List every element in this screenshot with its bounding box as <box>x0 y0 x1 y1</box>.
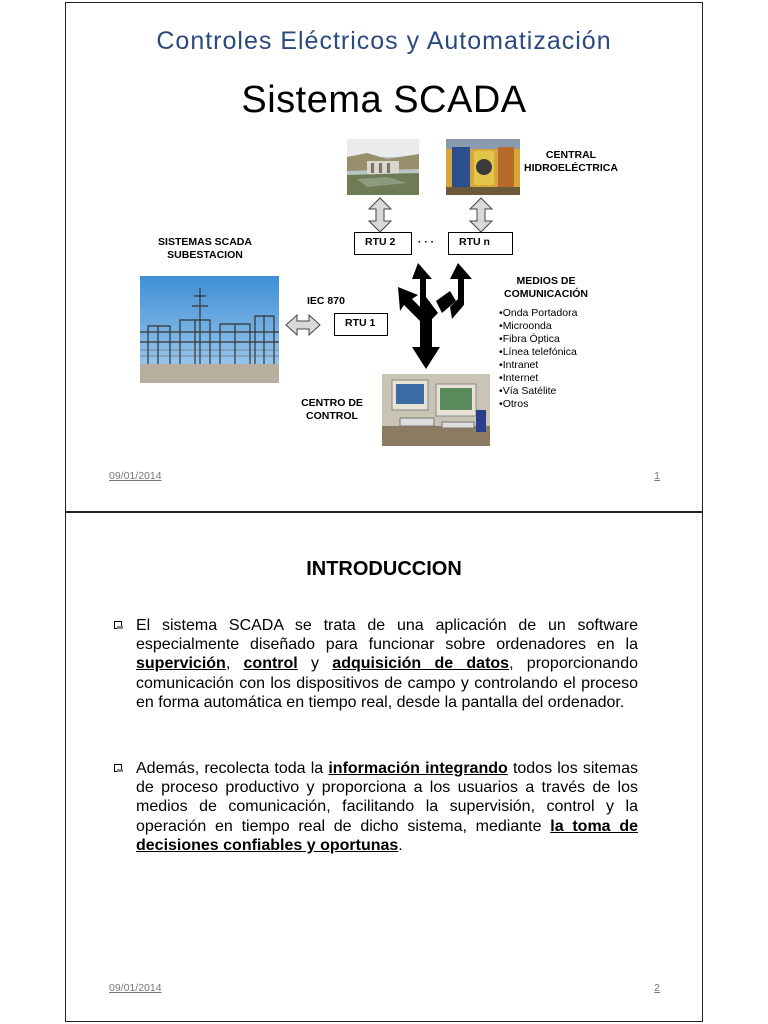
slide-title: Sistema SCADA <box>241 79 527 121</box>
footer-date: 09/01/2014 <box>109 470 162 482</box>
communication-arrows-icon <box>396 261 476 371</box>
central-label: CENTRAL HIDROELÉCTRICA <box>524 149 618 174</box>
page-number: 2 <box>654 982 660 994</box>
rtu-1-box: RTU 1 <box>334 313 388 336</box>
rtu-dots: · · · <box>417 236 435 248</box>
double-arrow-vertical-icon <box>367 197 393 233</box>
media-item: • Fibra Óptica <box>499 333 577 346</box>
paragraph-1: El sistema SCADA se trata de una aplicación de un software especialmente diseñado para funcionar sobre ordenadores en la supervición, control y adquisición de datos, proporcionando comunicación con los dispositivos de campo y controlando el proceso en forma automática en tiempo real, desde la pantalla del ordenador. <box>136 616 638 712</box>
checkbox-bullet-icon <box>114 764 122 772</box>
dam-photo <box>347 139 419 195</box>
control-center-label: CENTRO DE CONTROL <box>301 397 363 422</box>
media-title: MEDIOS DE COMUNICACIÓN <box>504 275 588 300</box>
paragraph-2: Además, recolecta toda la información integrando todos los sitemas de proceso productivo y proporciona a los usuarios a través de los medios de comunicación, facilitando la supervisión, control y la operación en tiempo real de dicho sistema, mediante la toma de decisiones confiables y oportunas. <box>136 759 638 855</box>
media-list <box>499 307 577 411</box>
media-item: • Vía Satélite <box>499 385 577 398</box>
media-item: • Otros <box>499 398 577 411</box>
substation-photo <box>140 276 279 383</box>
slide-1 <box>65 2 703 512</box>
media-item: • Intranet <box>499 359 577 372</box>
iec-label: IEC 870 <box>307 295 345 307</box>
slide-2 <box>65 512 703 1022</box>
intro-title: INTRODUCCION <box>306 558 462 580</box>
double-arrow-vertical-icon <box>468 197 494 233</box>
double-arrow-horizontal-icon <box>285 313 321 337</box>
media-item: • Internet <box>499 372 577 385</box>
media-item: • Onda Portadora <box>499 307 577 320</box>
footer-date: 09/01/2014 <box>109 982 162 994</box>
control-center-photo <box>382 374 490 446</box>
media-item: • Microonda <box>499 320 577 333</box>
scada-subestacion-label: SISTEMAS SCADA SUBESTACION <box>158 236 252 261</box>
rtu-2-box: RTU 2 <box>354 232 412 255</box>
slide-header: Controles Eléctricos y Automatización <box>156 27 612 55</box>
hydro-plant-photo <box>446 139 520 195</box>
page-number: 1 <box>654 470 660 482</box>
rtu-n-box: RTU n <box>448 232 513 255</box>
media-item: • Línea telefónica <box>499 346 577 359</box>
checkbox-bullet-icon <box>114 621 122 629</box>
